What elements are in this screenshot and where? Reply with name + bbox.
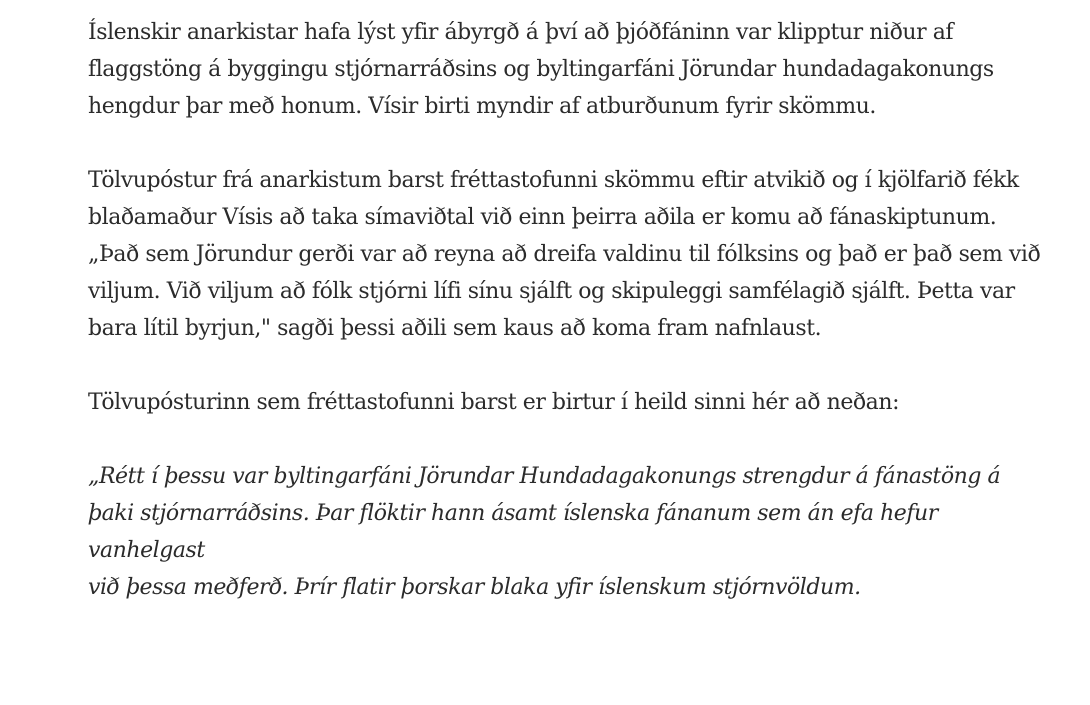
article-paragraph-2: Tölvupóstur frá anarkistum barst fréttastofunni skömmu eftir atvikið og í kjölfarið fékk blaðamaður Vísis að taka símaviðtal við einn þeirra aðila er komu að fánaskiptunum. „Það sem Jörundur gerði var að reyna að dreifa valdinu til fólksins og það er það sem við viljum. Við viljum að fólk stjórni lífi sínu sjálft og skipuleggi samfélagið sjálft. Þetta var bara lítil byrjun," sagði þessi aðili sem kaus að koma fram nafnlaust.	[88, 168, 1041, 341]
article-paragraph-1: Íslenskir anarkistar hafa lýst yfir ábyrgð á því að þjóðfáninn var klipptur niður af flaggstöng á byggingu stjórnarráðsins og byltingarfáni Jörundar hundadagakonungs hengdur þar með honum. Vísir birti myndir af atburðunum fyrir skömmu.	[88, 20, 994, 119]
article-paragraph-3: Tölvupósturinn sem fréttastofunni barst er birtur í heild sinni hér að neðan:	[88, 390, 900, 415]
quote-line-2: þaki stjórnarráðsins. Þar flöktir hann ásamt íslenska fánanum sem án efa hefur vanhelgast	[88, 501, 938, 563]
email-quote	[88, 458, 1048, 606]
quote-line-1: „Rétt í þessu var byltingarfáni Jörundar Hundadagakonungs strengdur á fánastöng á	[88, 464, 1001, 489]
quote-line-3: við þessa meðferð. Þrír flatir þorskar blaka yfir íslenskum stjórnvöldum.	[88, 575, 861, 600]
article-body	[88, 14, 1048, 606]
